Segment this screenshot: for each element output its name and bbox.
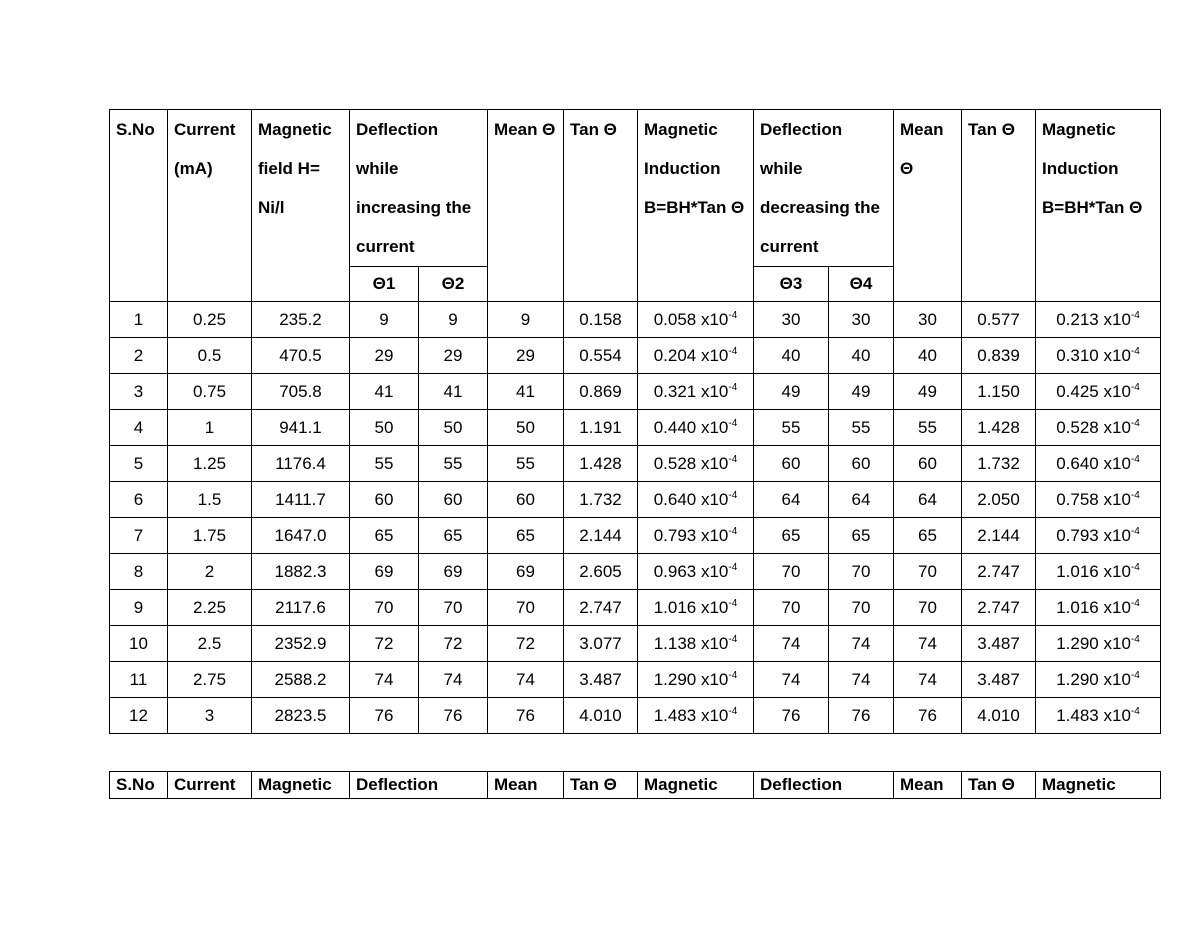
cell-theta3: 55 [754, 410, 829, 446]
cell-tan-1: 0.554 [564, 338, 638, 374]
cell-induction-2 [1036, 698, 1161, 734]
induction-base: x10 [1103, 489, 1131, 509]
repeat-header-sno: S.No [110, 772, 168, 799]
induction-base: x10 [1103, 381, 1131, 401]
cell-mean-1: 72 [488, 626, 564, 662]
cell-current: 0.75 [168, 374, 252, 410]
cell-current: 0.25 [168, 302, 252, 338]
cell-magnetic-field: 2823.5 [252, 698, 350, 734]
cell-theta1: 74 [350, 662, 419, 698]
cell-mean-2: 70 [894, 590, 962, 626]
cell-mean-1: 60 [488, 482, 564, 518]
induction-exponent: -4 [728, 705, 738, 717]
table-row [110, 518, 1161, 554]
cell-magnetic-field: 2588.2 [252, 662, 350, 698]
header-tan-1: Tan Θ [564, 110, 638, 302]
repeat-header-deflection-2: Deflection [754, 772, 894, 799]
repeat-header-tan-2: Tan Θ [962, 772, 1036, 799]
cell-induction-1 [638, 590, 754, 626]
cell-induction-2 [1036, 410, 1161, 446]
induction-base: x10 [1103, 705, 1131, 725]
cell-mean-2: 60 [894, 446, 962, 482]
cell-theta3: 70 [754, 554, 829, 590]
induction-base: x10 [1103, 525, 1131, 545]
induction-base: x10 [1103, 633, 1131, 653]
induction-exponent: -4 [728, 309, 738, 321]
cell-theta4: 74 [829, 662, 894, 698]
cell-theta3: 30 [754, 302, 829, 338]
cell-mean-1: 50 [488, 410, 564, 446]
induction-mantissa: 1.483 [1056, 705, 1099, 725]
cell-sno: 1 [110, 302, 168, 338]
cell-theta1: 50 [350, 410, 419, 446]
induction-exponent: -4 [1130, 381, 1140, 393]
cell-theta4: 64 [829, 482, 894, 518]
cell-magnetic-field: 941.1 [252, 410, 350, 446]
cell-theta3: 76 [754, 698, 829, 734]
cell-induction-2 [1036, 518, 1161, 554]
cell-magnetic-field: 1647.0 [252, 518, 350, 554]
induction-exponent: -4 [1130, 525, 1140, 537]
header-current: Current (mA) [168, 110, 252, 302]
table-body [110, 302, 1161, 734]
cell-induction-1 [638, 554, 754, 590]
cell-mean-1: 55 [488, 446, 564, 482]
table-row [110, 338, 1161, 374]
cell-tan-1: 2.605 [564, 554, 638, 590]
induction-exponent: -4 [728, 597, 738, 609]
cell-tan-2: 4.010 [962, 698, 1036, 734]
cell-current: 2.5 [168, 626, 252, 662]
cell-magnetic-field: 470.5 [252, 338, 350, 374]
cell-sno: 10 [110, 626, 168, 662]
cell-theta2: 69 [419, 554, 488, 590]
cell-current: 2.25 [168, 590, 252, 626]
table-row [110, 626, 1161, 662]
cell-sno: 5 [110, 446, 168, 482]
cell-theta4: 76 [829, 698, 894, 734]
cell-tan-2: 2.747 [962, 554, 1036, 590]
cell-theta3: 65 [754, 518, 829, 554]
repeat-header-deflection-1: Deflection [350, 772, 488, 799]
cell-magnetic-field: 1176.4 [252, 446, 350, 482]
cell-sno: 6 [110, 482, 168, 518]
induction-exponent: -4 [728, 489, 738, 501]
repeat-header-current: Current [168, 772, 252, 799]
cell-mean-2: 64 [894, 482, 962, 518]
repeat-header-tan-1: Tan Θ [564, 772, 638, 799]
cell-mean-2: 74 [894, 662, 962, 698]
cell-mean-1: 41 [488, 374, 564, 410]
induction-exponent: -4 [728, 345, 738, 357]
header-deflection-decreasing: Deflection while decreasing the current [754, 110, 894, 267]
cell-magnetic-field: 2117.6 [252, 590, 350, 626]
cell-induction-2 [1036, 554, 1161, 590]
induction-exponent: -4 [1130, 417, 1140, 429]
cell-induction-2 [1036, 482, 1161, 518]
induction-exponent: -4 [728, 633, 738, 645]
induction-base: x10 [1103, 453, 1131, 473]
cell-induction-1 [638, 338, 754, 374]
repeat-header-induction-1: Magnetic [638, 772, 754, 799]
table-row [110, 554, 1161, 590]
cell-magnetic-field: 1882.3 [252, 554, 350, 590]
induction-base: x10 [700, 309, 729, 329]
cell-current: 1.5 [168, 482, 252, 518]
cell-tan-2: 3.487 [962, 626, 1036, 662]
cell-current: 1 [168, 410, 252, 446]
cell-theta4: 74 [829, 626, 894, 662]
induction-mantissa: 1.138 [653, 633, 697, 653]
cell-theta1: 41 [350, 374, 419, 410]
cell-tan-2: 2.050 [962, 482, 1036, 518]
induction-mantissa: 0.528 [1056, 417, 1099, 437]
cell-theta2: 74 [419, 662, 488, 698]
cell-theta3: 74 [754, 626, 829, 662]
table-row [110, 662, 1161, 698]
cell-tan-2: 3.487 [962, 662, 1036, 698]
cell-sno: 3 [110, 374, 168, 410]
cell-tan-1: 3.487 [564, 662, 638, 698]
cell-induction-1 [638, 626, 754, 662]
induction-mantissa: 1.290 [1056, 633, 1099, 653]
header-tan-2: Tan Θ [962, 110, 1036, 302]
cell-mean-1: 76 [488, 698, 564, 734]
induction-mantissa: 1.483 [653, 705, 697, 725]
induction-base: x10 [700, 489, 729, 509]
induction-exponent: -4 [1130, 633, 1140, 645]
induction-mantissa: 0.528 [653, 453, 697, 473]
cell-magnetic-field: 2352.9 [252, 626, 350, 662]
cell-theta4: 30 [829, 302, 894, 338]
cell-theta4: 49 [829, 374, 894, 410]
cell-induction-2 [1036, 374, 1161, 410]
induction-mantissa: 1.290 [1056, 669, 1099, 689]
cell-theta1: 72 [350, 626, 419, 662]
cell-theta2: 41 [419, 374, 488, 410]
cell-mean-1: 65 [488, 518, 564, 554]
cell-sno: 12 [110, 698, 168, 734]
induction-mantissa: 0.321 [653, 381, 697, 401]
induction-base: x10 [700, 705, 729, 725]
repeat-header-magnetic: Magnetic [252, 772, 350, 799]
cell-tan-2: 1.428 [962, 410, 1036, 446]
cell-induction-2 [1036, 446, 1161, 482]
cell-induction-1 [638, 446, 754, 482]
induction-exponent: -4 [1130, 453, 1140, 465]
cell-induction-2 [1036, 662, 1161, 698]
cell-mean-2: 40 [894, 338, 962, 374]
cell-induction-1 [638, 518, 754, 554]
cell-tan-1: 1.191 [564, 410, 638, 446]
induction-base: x10 [700, 381, 729, 401]
induction-mantissa: 0.640 [1056, 453, 1099, 473]
cell-tan-2: 1.732 [962, 446, 1036, 482]
cell-mean-2: 70 [894, 554, 962, 590]
cell-tan-2: 0.839 [962, 338, 1036, 374]
cell-theta2: 65 [419, 518, 488, 554]
table-row [110, 302, 1161, 338]
header-theta4: Θ4 [829, 267, 894, 302]
cell-theta1: 70 [350, 590, 419, 626]
induction-mantissa: 0.758 [1056, 489, 1099, 509]
cell-magnetic-field: 705.8 [252, 374, 350, 410]
table-row [110, 590, 1161, 626]
induction-base: x10 [1103, 345, 1131, 365]
cell-induction-2 [1036, 626, 1161, 662]
cell-tan-1: 1.428 [564, 446, 638, 482]
induction-base: x10 [1103, 669, 1131, 689]
induction-base: x10 [1103, 561, 1131, 581]
cell-theta4: 70 [829, 554, 894, 590]
cell-sno: 4 [110, 410, 168, 446]
induction-mantissa: 1.016 [1056, 561, 1099, 581]
cell-tan-1: 2.747 [564, 590, 638, 626]
cell-theta1: 60 [350, 482, 419, 518]
cell-tan-2: 1.150 [962, 374, 1036, 410]
cell-tan-1: 0.158 [564, 302, 638, 338]
cell-theta4: 55 [829, 410, 894, 446]
cell-mean-1: 74 [488, 662, 564, 698]
induction-base: x10 [1103, 417, 1131, 437]
cell-theta1: 69 [350, 554, 419, 590]
cell-induction-1 [638, 302, 754, 338]
induction-exponent: -4 [1130, 669, 1140, 681]
induction-mantissa: 0.963 [653, 561, 697, 581]
induction-base: x10 [1103, 309, 1131, 329]
induction-exponent: -4 [728, 453, 738, 465]
cell-current: 1.75 [168, 518, 252, 554]
induction-mantissa: 0.058 [653, 309, 697, 329]
cell-sno: 7 [110, 518, 168, 554]
induction-exponent: -4 [1130, 489, 1140, 501]
induction-mantissa: 0.204 [653, 345, 697, 365]
induction-exponent: -4 [1130, 561, 1140, 573]
cell-theta4: 40 [829, 338, 894, 374]
header-mean-2: Mean Θ [894, 110, 962, 302]
cell-induction-2 [1036, 302, 1161, 338]
cell-tan-2: 0.577 [962, 302, 1036, 338]
induction-base: x10 [700, 633, 729, 653]
cell-theta1: 29 [350, 338, 419, 374]
header-theta3: Θ3 [754, 267, 829, 302]
cell-current: 0.5 [168, 338, 252, 374]
cell-induction-2 [1036, 590, 1161, 626]
cell-sno: 9 [110, 590, 168, 626]
induction-mantissa: 0.425 [1056, 381, 1099, 401]
induction-exponent: -4 [1130, 705, 1140, 717]
cell-mean-1: 9 [488, 302, 564, 338]
cell-current: 2.75 [168, 662, 252, 698]
induction-exponent: -4 [1130, 345, 1140, 357]
induction-exponent: -4 [728, 561, 738, 573]
header-induction-1: Magnetic Induction B=BH*Tan Θ [638, 110, 754, 302]
induction-exponent: -4 [728, 525, 738, 537]
table-row [110, 446, 1161, 482]
cell-mean-2: 30 [894, 302, 962, 338]
cell-induction-1 [638, 410, 754, 446]
header-theta2: Θ2 [419, 267, 488, 302]
cell-theta2: 55 [419, 446, 488, 482]
cell-tan-1: 3.077 [564, 626, 638, 662]
cell-theta4: 60 [829, 446, 894, 482]
cell-theta4: 70 [829, 590, 894, 626]
cell-sno: 8 [110, 554, 168, 590]
cell-mean-1: 70 [488, 590, 564, 626]
cell-induction-1 [638, 662, 754, 698]
cell-theta2: 76 [419, 698, 488, 734]
table-row [110, 482, 1161, 518]
cell-tan-2: 2.747 [962, 590, 1036, 626]
table-row [110, 410, 1161, 446]
cell-theta3: 74 [754, 662, 829, 698]
data-table [109, 109, 1161, 734]
induction-base: x10 [700, 345, 729, 365]
cell-tan-1: 0.869 [564, 374, 638, 410]
cell-mean-1: 69 [488, 554, 564, 590]
cell-theta3: 64 [754, 482, 829, 518]
induction-mantissa: 0.640 [653, 489, 697, 509]
induction-mantissa: 1.290 [653, 669, 697, 689]
induction-mantissa: 0.793 [653, 525, 697, 545]
cell-induction-1 [638, 482, 754, 518]
header-magnetic-field: Magnetic field H= Ni/l [252, 110, 350, 302]
repeat-header-mean-1: Mean [488, 772, 564, 799]
cell-theta2: 29 [419, 338, 488, 374]
repeated-header-table [109, 771, 1161, 799]
cell-tan-2: 2.144 [962, 518, 1036, 554]
induction-mantissa: 0.793 [1056, 525, 1099, 545]
cell-induction-2 [1036, 338, 1161, 374]
induction-base: x10 [700, 525, 729, 545]
cell-sno: 2 [110, 338, 168, 374]
header-mean-1: Mean Θ [488, 110, 564, 302]
cell-theta3: 49 [754, 374, 829, 410]
induction-exponent: -4 [728, 669, 738, 681]
cell-sno: 11 [110, 662, 168, 698]
cell-mean-2: 74 [894, 626, 962, 662]
induction-exponent: -4 [728, 381, 738, 393]
induction-base: x10 [700, 417, 729, 437]
header-sno: S.No [110, 110, 168, 302]
cell-mean-2: 49 [894, 374, 962, 410]
induction-base: x10 [700, 597, 729, 617]
cell-theta1: 76 [350, 698, 419, 734]
table-row [110, 374, 1161, 410]
cell-theta1: 9 [350, 302, 419, 338]
cell-theta2: 70 [419, 590, 488, 626]
header-theta1: Θ1 [350, 267, 419, 302]
cell-magnetic-field: 235.2 [252, 302, 350, 338]
cell-theta3: 40 [754, 338, 829, 374]
induction-base: x10 [700, 669, 729, 689]
table-header [110, 110, 1161, 302]
induction-exponent: -4 [728, 417, 738, 429]
cell-theta1: 55 [350, 446, 419, 482]
cell-tan-1: 2.144 [564, 518, 638, 554]
induction-mantissa: 1.016 [1056, 597, 1099, 617]
cell-mean-2: 55 [894, 410, 962, 446]
induction-mantissa: 0.440 [653, 417, 697, 437]
cell-tan-1: 1.732 [564, 482, 638, 518]
cell-mean-1: 29 [488, 338, 564, 374]
cell-theta2: 50 [419, 410, 488, 446]
induction-exponent: -4 [1130, 309, 1140, 321]
cell-tan-1: 4.010 [564, 698, 638, 734]
repeat-header-induction-2: Magnetic [1036, 772, 1161, 799]
induction-mantissa: 0.310 [1056, 345, 1099, 365]
cell-current: 2 [168, 554, 252, 590]
induction-mantissa: 1.016 [653, 597, 697, 617]
cell-current: 3 [168, 698, 252, 734]
induction-base: x10 [1103, 597, 1131, 617]
repeat-header-mean-2: Mean [894, 772, 962, 799]
cell-theta1: 65 [350, 518, 419, 554]
header-deflection-increasing: Deflection while increasing the current [350, 110, 488, 267]
cell-mean-2: 65 [894, 518, 962, 554]
induction-mantissa: 0.213 [1056, 309, 1099, 329]
induction-exponent: -4 [1130, 597, 1140, 609]
cell-induction-1 [638, 374, 754, 410]
cell-induction-1 [638, 698, 754, 734]
cell-magnetic-field: 1411.7 [252, 482, 350, 518]
cell-theta2: 60 [419, 482, 488, 518]
cell-theta2: 9 [419, 302, 488, 338]
cell-theta3: 70 [754, 590, 829, 626]
cell-mean-2: 76 [894, 698, 962, 734]
induction-base: x10 [700, 561, 729, 581]
cell-theta2: 72 [419, 626, 488, 662]
induction-base: x10 [700, 453, 729, 473]
header-induction-2: Magnetic Induction B=BH*Tan Θ [1036, 110, 1161, 302]
cell-theta4: 65 [829, 518, 894, 554]
table-row [110, 698, 1161, 734]
cell-current: 1.25 [168, 446, 252, 482]
cell-theta3: 60 [754, 446, 829, 482]
